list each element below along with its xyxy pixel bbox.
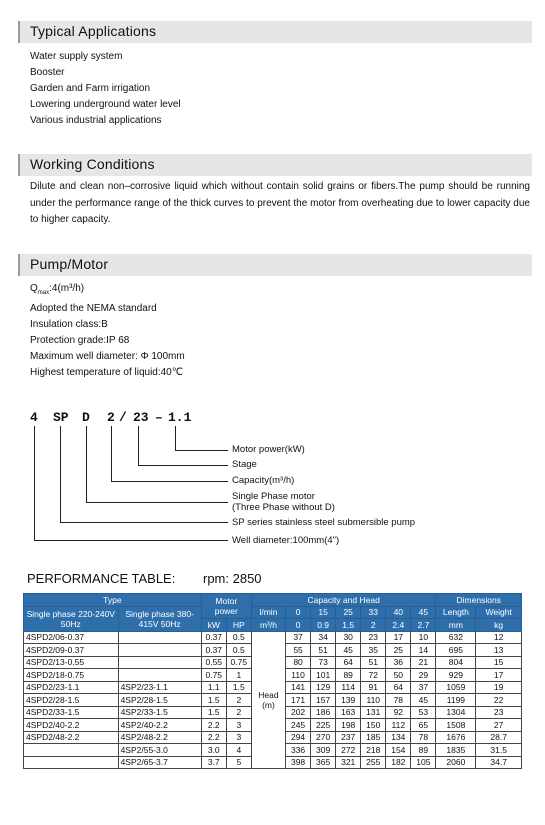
table-cell: 12 <box>476 631 522 644</box>
table-cell: 73 <box>311 656 336 669</box>
list-item: Water supply system <box>30 51 123 62</box>
table-cell: 321 <box>336 756 361 769</box>
table-cell: 1835 <box>436 744 476 757</box>
table-cell: 64 <box>386 681 411 694</box>
list-item: Various industrial applications <box>30 115 162 126</box>
th-m3h: m³/h <box>251 619 285 632</box>
table-cell: 365 <box>311 756 336 769</box>
table-cell: 14 <box>411 644 436 657</box>
table-cell: 28.7 <box>476 731 522 744</box>
table-cell: 171 <box>286 694 311 707</box>
table-cell: 131 <box>361 706 386 719</box>
table-cell: 4SP2/55-3.0 <box>118 744 201 757</box>
list-item: Booster <box>30 67 65 78</box>
th-mm: mm <box>436 619 476 632</box>
table-cell: 78 <box>386 694 411 707</box>
section-title: Working Conditions <box>30 156 155 172</box>
table-cell: 10 <box>411 631 436 644</box>
table-cell: 218 <box>361 744 386 757</box>
table-cell: 4SP2/40-2.2 <box>118 719 201 732</box>
th-kw: kW <box>201 619 226 632</box>
list-item: Highest temperature of liquid:40℃ <box>30 367 183 378</box>
table-cell: 0.75 <box>201 669 226 682</box>
table-cell: 4SP2/23-1.1 <box>118 681 201 694</box>
table-cell: 80 <box>286 656 311 669</box>
table-cell: 4SPD2/13-0.55 <box>24 656 119 669</box>
table-cell: 398 <box>286 756 311 769</box>
table-cell: 21 <box>411 656 436 669</box>
th-lmin-val: 40 <box>386 606 411 619</box>
th-lmin-val: 15 <box>311 606 336 619</box>
section-header-applications <box>18 21 532 43</box>
table-cell: 2 <box>226 706 251 719</box>
table-cell: 4SPD2/48-2.2 <box>24 731 119 744</box>
th-lmin-val: 45 <box>411 606 436 619</box>
table-cell: 2.2 <box>201 719 226 732</box>
table-cell <box>24 756 119 769</box>
table-cell: 1676 <box>436 731 476 744</box>
th-m3h-val: 1.5 <box>336 619 361 632</box>
th-length: Length <box>436 606 476 619</box>
table-cell: 4SPD2/23-1.1 <box>24 681 119 694</box>
table-cell <box>24 744 119 757</box>
table-cell: 804 <box>436 656 476 669</box>
table-cell: 101 <box>311 669 336 682</box>
table-cell: 15 <box>476 656 522 669</box>
table-cell: 92 <box>386 706 411 719</box>
list-item: Adopted the NEMA standard <box>30 303 157 314</box>
table-cell: 3 <box>226 731 251 744</box>
table-cell: 4SPD2/28-1.5 <box>24 694 119 707</box>
applications-list <box>30 49 181 129</box>
table-cell: 27 <box>476 719 522 732</box>
section-title: Typical Applications <box>30 23 157 39</box>
section-header-working <box>18 154 532 176</box>
table-cell: 89 <box>411 744 436 757</box>
list-item: Protection grade:IP 68 <box>30 335 130 346</box>
table-cell: 272 <box>336 744 361 757</box>
table-cell: 237 <box>336 731 361 744</box>
list-item: Maximum well diameter: Φ 100mm <box>30 351 185 362</box>
table-cell: 4SP2/33-1.5 <box>118 706 201 719</box>
table-cell: 198 <box>336 719 361 732</box>
table-cell: 309 <box>311 744 336 757</box>
table-cell: 64 <box>336 656 361 669</box>
table-cell: 72 <box>361 669 386 682</box>
table-cell: 139 <box>336 694 361 707</box>
table-cell: 4SPD2/33-1.5 <box>24 706 119 719</box>
table-cell: 3 <box>226 719 251 732</box>
table-row <box>24 631 522 644</box>
label-stage: Stage <box>232 459 257 470</box>
table-cell: 336 <box>286 744 311 757</box>
performance-table-body <box>24 631 522 769</box>
table-cell: 35 <box>361 644 386 657</box>
table-cell: 34 <box>311 631 336 644</box>
rpm-label: rpm: 2850 <box>203 571 262 586</box>
table-cell: 50 <box>386 669 411 682</box>
th-motor-power: Motor power <box>201 594 251 619</box>
table-cell: 4SP2/65-3.7 <box>118 756 201 769</box>
table-cell: 4 <box>226 744 251 757</box>
table-cell: 110 <box>286 669 311 682</box>
table-cell: 202 <box>286 706 311 719</box>
section-header-pump <box>18 254 532 276</box>
table-cell: 2060 <box>436 756 476 769</box>
th-lmin-val: 0 <box>286 606 311 619</box>
th-m3h-val: 2 <box>361 619 386 632</box>
table-cell: 185 <box>361 731 386 744</box>
table-cell: 4SP2/28-1.5 <box>118 694 201 707</box>
table-cell: 225 <box>311 719 336 732</box>
table-cell: 255 <box>361 756 386 769</box>
table-cell: 105 <box>411 756 436 769</box>
table-cell: 17 <box>386 631 411 644</box>
th-type: Type <box>24 594 202 607</box>
table-cell: 25 <box>386 644 411 657</box>
table-cell: 37 <box>286 631 311 644</box>
table-cell: 23 <box>476 706 522 719</box>
working-text: Dilute and clean non–corrosive liquid which without contain solid grains or fibers.The pump should be running under the performance range of the thick curves to prevent the motor from overheating due to lower capacity due to higher capacity. <box>30 181 530 225</box>
table-cell: 0.5 <box>226 644 251 657</box>
table-cell <box>118 669 201 682</box>
table-cell: 19 <box>476 681 522 694</box>
section-title: Pump/Motor <box>30 256 109 272</box>
table-cell: 114 <box>336 681 361 694</box>
table-cell: 3.7 <box>201 756 226 769</box>
table-cell: 1304 <box>436 706 476 719</box>
list-item: Lowering underground water level <box>30 99 181 110</box>
label-three-phase: (Three Phase without D) <box>232 502 335 513</box>
table-cell: 929 <box>436 669 476 682</box>
table-cell: 1 <box>226 669 251 682</box>
table-cell: 1508 <box>436 719 476 732</box>
table-cell: 110 <box>361 694 386 707</box>
table-cell: 1.5 <box>201 694 226 707</box>
th-lmin-val: 25 <box>336 606 361 619</box>
th-single-phase-220: Single phase 220-240V 50Hz <box>24 606 119 631</box>
table-cell: 4SPD2/18-0.75 <box>24 669 119 682</box>
performance-table-title: PERFORMANCE TABLE: <box>27 571 176 586</box>
table-cell: 0.75 <box>226 656 251 669</box>
th-single-phase-380: Single phase 380-415V 50Hz <box>118 606 201 631</box>
table-cell: 1199 <box>436 694 476 707</box>
table-cell: 51 <box>311 644 336 657</box>
th-lmin-val: 33 <box>361 606 386 619</box>
table-cell: 13 <box>476 644 522 657</box>
table-cell: 1.1 <box>201 681 226 694</box>
table-cell: 4SP2/48-2.2 <box>118 731 201 744</box>
table-cell: 17 <box>476 669 522 682</box>
table-cell: 45 <box>411 694 436 707</box>
table-cell: 163 <box>336 706 361 719</box>
th-hp: HP <box>226 619 251 632</box>
table-cell: 1059 <box>436 681 476 694</box>
table-cell: 0.5 <box>226 631 251 644</box>
th-lmin: l/min <box>251 606 285 619</box>
label-sp-series: SP series stainless steel submersible pump <box>232 517 416 528</box>
th-weight: Weight <box>476 606 522 619</box>
list-item: Garden and Farm irrigation <box>30 83 151 94</box>
table-cell: 186 <box>311 706 336 719</box>
th-m3h-val: 0 <box>286 619 311 632</box>
table-cell: 51 <box>361 656 386 669</box>
table-cell: 245 <box>286 719 311 732</box>
table-cell: 270 <box>311 731 336 744</box>
table-cell: 0.55 <box>201 656 226 669</box>
table-cell: 2 <box>226 694 251 707</box>
table-cell: 29 <box>411 669 436 682</box>
table-cell: 1.5 <box>201 706 226 719</box>
head-label: Head (m) <box>251 631 285 769</box>
table-cell <box>118 631 201 644</box>
performance-table <box>23 593 522 769</box>
table-cell: 1.5 <box>226 681 251 694</box>
table-cell: 37 <box>411 681 436 694</box>
table-cell: 182 <box>386 756 411 769</box>
table-cell: 134 <box>386 731 411 744</box>
table-cell: 0.37 <box>201 631 226 644</box>
table-cell: 154 <box>386 744 411 757</box>
table-cell: 4SPD2/06-0.37 <box>24 631 119 644</box>
table-cell: 45 <box>336 644 361 657</box>
table-cell: 129 <box>311 681 336 694</box>
table-cell: 112 <box>386 719 411 732</box>
label-well-diameter: Well diameter:100mm(4") <box>232 535 340 546</box>
table-cell <box>118 644 201 657</box>
label-single-phase: Single Phase motor <box>232 491 315 502</box>
pump-list <box>30 281 185 381</box>
table-cell: 294 <box>286 731 311 744</box>
header-row <box>24 606 522 619</box>
q-max-line: $Q_{max}:4(m^3/h)$ <box>30 283 85 296</box>
th-kg: kg <box>476 619 522 632</box>
table-cell: 695 <box>436 644 476 657</box>
th-capacity-head: Capacity and Head <box>251 594 436 607</box>
table-cell: 0.37 <box>201 644 226 657</box>
th-m3h-val: 0.9 <box>311 619 336 632</box>
table-cell: 141 <box>286 681 311 694</box>
th-m3h-val: 2.4 <box>386 619 411 632</box>
table-cell: 22 <box>476 694 522 707</box>
table-cell: 36 <box>386 656 411 669</box>
table-cell: 91 <box>361 681 386 694</box>
table-cell: 30 <box>336 631 361 644</box>
table-cell: 78 <box>411 731 436 744</box>
th-m3h-val: 2.7 <box>411 619 436 632</box>
table-cell: 157 <box>311 694 336 707</box>
table-cell: 4SPD2/09-0.37 <box>24 644 119 657</box>
table-cell: 632 <box>436 631 476 644</box>
table-cell: 89 <box>336 669 361 682</box>
table-cell: 23 <box>361 631 386 644</box>
table-cell: 34.7 <box>476 756 522 769</box>
th-dimensions: Dimensions <box>436 594 522 607</box>
table-cell <box>118 656 201 669</box>
table-cell: 2.2 <box>201 731 226 744</box>
table-cell: 53 <box>411 706 436 719</box>
table-cell: 150 <box>361 719 386 732</box>
table-cell: 4SPD2/40-2.2 <box>24 719 119 732</box>
label-capacity: Capacity(m³/h) <box>232 475 295 486</box>
table-cell: 31.5 <box>476 744 522 757</box>
table-cell: 5 <box>226 756 251 769</box>
table-cell: 65 <box>411 719 436 732</box>
header-row <box>24 594 522 607</box>
table-cell: 3.0 <box>201 744 226 757</box>
list-item: Insulation class:B <box>30 319 108 330</box>
table-cell: 55 <box>286 644 311 657</box>
label-motor-power: Motor power(kW) <box>232 444 305 455</box>
